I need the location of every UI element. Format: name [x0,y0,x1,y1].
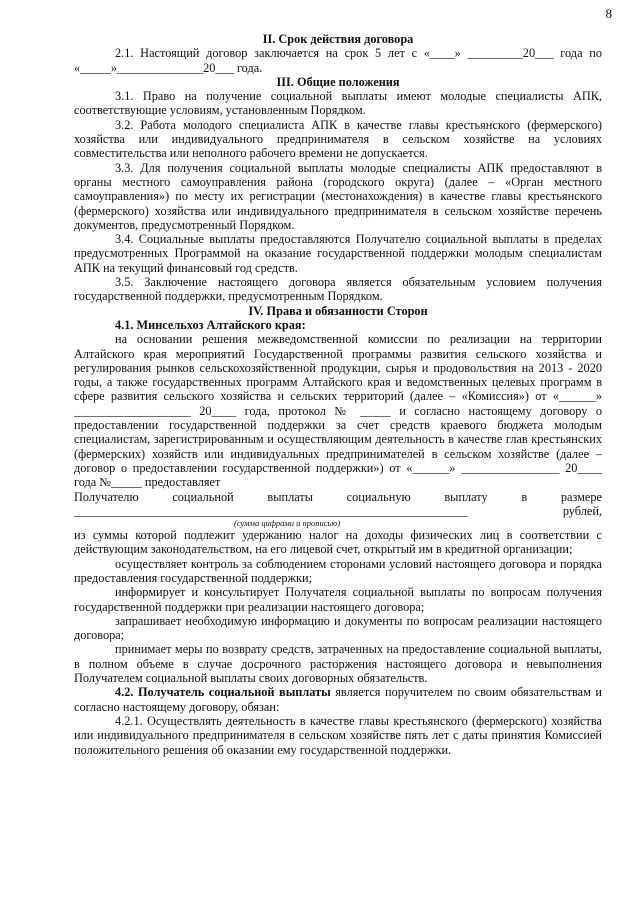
paragraph-3-4: 3.4. Социальные выплаты предоставляются Получателю социальной выплаты в пределах предусмотренных Программой на оказание государственной поддержки молодым специалистам АПК на текущий финансовый год средств. [74,232,602,275]
paragraph-2-1-line-2: «_____»______________20___ года. [74,60,263,75]
subsection-4-1-heading: 4.1. Минсельхоз Алтайского края: [115,317,306,332]
section-4-heading: IV. Права и обязанности Сторон [248,303,428,318]
paragraph-4-1-request: запрашивает необходимую информацию и документы по вопросам реализации настоящего договора; [74,613,602,643]
paragraph-4-1-control: осуществляет контроль за соблюдением сторонами условий настоящего договора и порядка предоставления государственной поддержки; [74,556,602,585]
paragraph-4-1-main: на основании решения межведомственной комиссии по реализации на территории Алтайского края мероприятий Государственной программы развития сельского хозяйства и регулирования рынков сельскохозяйственной продукции, сырья и продовольствия на 2013 - 2020 годы, а также государственных программ Алтайского края и ведомственных целевых программ в сфере развития сельского хозяйства и сельских территорий (далее – «Комиссия») от «______» ___________________ 20____ года, протокол № _____ и согласно настоящему договору о предоставлении государственной поддержки за счет средств краевого бюджета молодым специалистам, зарегистрированным и осуществляющим деятельность в качестве глав крестьянских (фермерских) хозяйств или индивидуальных предпринимателей в сельском хозяйстве (далее – договор о предоставлении государственной поддержки») от «______» ________________ 20____ года №_____ предоставляет [74,332,602,490]
paragraph-3-3: 3.3. Для получения социальной выплаты молодые специалисты АПК предоставляют в органы местного самоуправления района (городского округа) (далее – «Орган местного самоуправления») по месту их регистрации (местонахождения) в качестве главы крестьянского (фермерского) хозяйства или индивидуального предпринимателя в сельском хозяйстве перечень документов, предусмотренный Порядком. [74,160,602,232]
paragraph-4-1-inform: информирует и консультирует Получателя социальной выплаты по вопросам получения государственной поддержки при реализации настоящего договора; [74,585,602,614]
paragraph-3-2: 3.2. Работа молодого специалиста АПК в качестве главы крестьянского (фермерского) хозяйства или индивидуального предпринимателя в сельском хозяйстве на условиях совместительства или неполного рабочего времени не допускается. [74,117,602,161]
section-2-heading: II. Срок действия договора [262,32,414,46]
paragraph-3-1: 3.1. Право на получение социальной выплаты имеют молодые специалисты АПК, соответствующие условиям, установленным Порядком. [74,89,602,118]
paragraph-2-1-line-1: 2.1. Настоящий договор заключается на срок 5 лет с «____» _________20___ года по [115,46,602,61]
paragraph-4-1-measures: принимает меры по возврату средств, затраченных на предоставление социальной выплаты, в полном объеме в случае досрочного расторжения настоящего договора и невыполнения Получателем социальной выплаты своих договорных обязательств. [74,642,602,686]
paragraph-4-1-sum-line: ________________________________________________________________ рублей, [74,503,602,518]
section-3-heading: III. Общие положения [276,74,400,89]
sum-caption: (сумма цифрами и прописью) [234,518,341,529]
page-number: 8 [605,6,612,21]
paragraph-4-2 [74,685,602,714]
paragraph-4-2-text: является поручителем по своим обязательствам и согласно настоящему договору, обязан: [74,685,602,714]
paragraph-3-5: 3.5. Заключение настоящего договора является обязательным условием получения государственной поддержки, предусмотренным Порядком. [74,275,602,304]
paragraph-4-1-tail: из суммы которой подлежит удержанию налог на доходы физических лиц в соответствии с действующим законодательством, на его лицевой счет, открытый им в кредитной организации; [74,528,602,557]
document-body [74,32,602,757]
paragraph-4-1-recipient-line: Получателю социальной выплаты социальную выплату в размере [74,489,602,504]
paragraph-4-2-1: 4.2.1. Осуществлять деятельность в качестве главы крестьянского (фермерского) хозяйства или индивидуального предпринимателя в сельском хозяйстве пять лет с даты принятия Комиссией положительного решения об оказании ему государственной поддержки. [74,713,602,757]
subsection-4-2-heading: 4.2. Получатель социальной выплаты [115,685,331,700]
